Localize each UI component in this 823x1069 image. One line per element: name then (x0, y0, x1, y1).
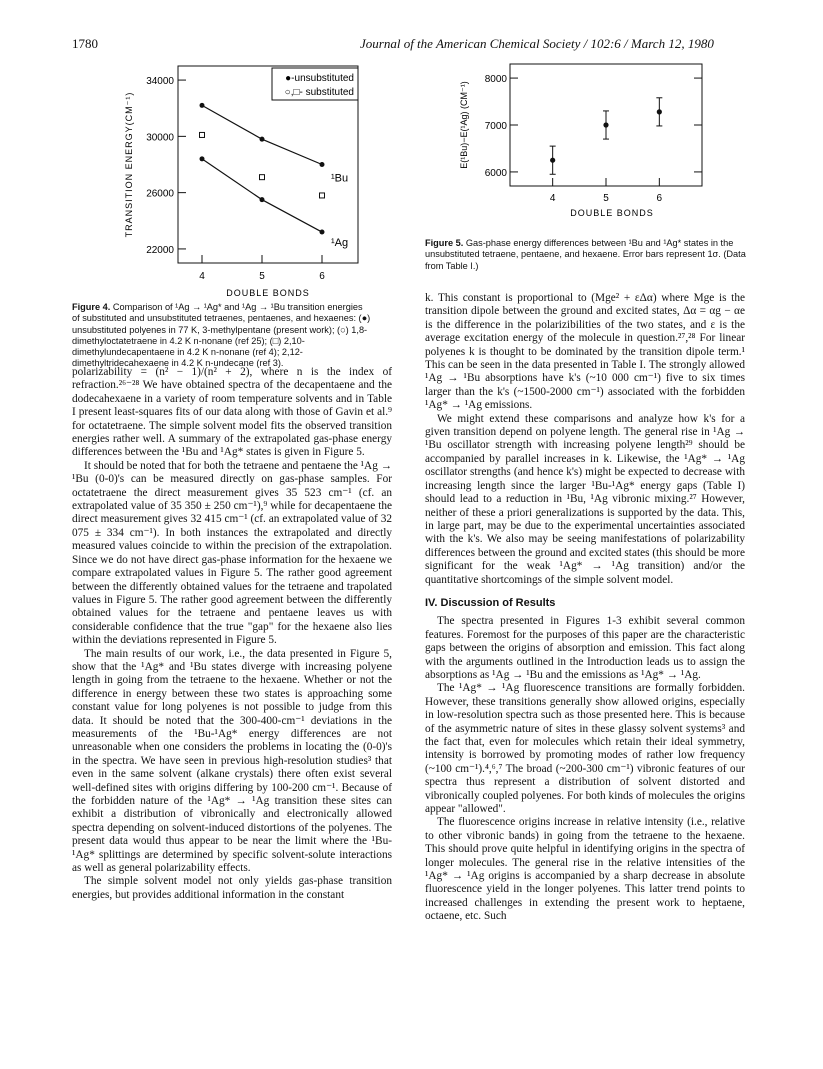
left-column (72, 366, 392, 902)
figure-4-chart (70, 58, 375, 300)
x-axis-label: DOUBLE BONDS (226, 288, 310, 298)
data-point (657, 109, 662, 114)
curve-label-bu: ¹Bu (331, 172, 349, 185)
page-number: 1780 (72, 36, 98, 51)
curve-label-ag: ¹Ag (331, 237, 349, 250)
data-point (260, 197, 265, 202)
data-point (200, 132, 205, 137)
right-paragraph: The fluorescence origins increase in relative intensity (i.e., relative to other vibronic bands) in going from the tetraene to the hexaene. This should prove quite helpful in identifying origins in the spectra of longer molecules. The general rise in the relative intensities of the ¹Ag* → ¹Ag origins is accompanied by a sharp decrease in absolute fluorescence yield in the longer polyenes. This latter trend points to increased challenges in extending the present work to heptaene, octaene, etc. Such (425, 816, 745, 923)
left-paragraph: It should be noted that for both the tetraene and pentaene the ¹Ag → ¹Bu (0-0)'s can be measured directly on gas-phase samples. For octatetraene the direct measurement gives 35 523 cm⁻¹ (cf. an extrapolated value of 35 350 ± 250 cm⁻¹),⁹ while for decapentaene the direct measurement gives 32 415 cm⁻¹ (cf. an extrapolated value of 32 075 ± 334 cm⁻¹). In both instances the extrapolated and directly measured values coincide to within the precision of the extrapolation. Since we do not have direct gas-phase information for the hexaene we compare extrapolated values in Figure 5. The rather good agreement between the differently obtained values for the tetraene and trapolated values in Figure 5. The rather good agreement between the differently obtained values for the tetraene and pentaene leaves us with considerable confidence that the true "gap" for the hexaene also lies within the deviations represented in Figure 5. (72, 459, 392, 647)
data-point (550, 158, 555, 163)
y-tick-label: 6000 (484, 167, 507, 179)
left-paragraph: The main results of our work, i.e., the data presented in Figure 5, show that the ¹Ag* and ¹Bu states diverge with increasing polyene length in going from the tetraene to the hexaene. Whether or not the difference in energy between these two states is approaching some constant value for long polyenes is not possible to judge from this data. It should be noted that the 300-400-cm⁻¹ deviations in the measurements of the ¹Bu-¹Ag* energy differences are not unreasonable when one considers the problems in locating the (0-0)'s in the spectra. We have seen in previous high-resolution studies³ that even in the same solvent (alkane crystals) there often exist several well-defined sites with origins differing by 100-200 cm⁻¹. Because of the forbidden nature of the ¹Ag* → ¹Ag transition these sites can exhibit a distribution of vibronically and electronically allowed spectra depending on solvent-induced distortions of the polyenes. The present data would thus appear to be near the limit where the ¹Bu-¹Ag* splittings are determined by specific solvent-solute interactions as well as general polarizability effects. (72, 647, 392, 875)
data-point (200, 156, 205, 161)
x-axis-label: DOUBLE BONDS (570, 208, 654, 218)
figure-5-svg (432, 58, 732, 236)
y-tick-label: 8000 (484, 74, 507, 86)
figure-5-caption-label: Figure 5. (425, 238, 464, 248)
series-curve (202, 159, 322, 232)
legend-entry: ○,□- substituted (284, 87, 354, 98)
y-tick-label: 7000 (484, 121, 507, 132)
data-point (603, 122, 608, 127)
right-paragraph: We might extend these comparisons and analyze how k's for a given transition depend on polyene length. The general rise in ¹Ag → ¹Bu oscillator strength with increasing polyene length²⁹ should be accompanied by parallel increases in k. Likewise, the ¹Ag* → ¹Ag oscillator strengths (and hence k's) might be expected to decrease with increasing length since the larger ¹Bu-¹Ag* energy gaps (Table I) should lead to a reduction in ¹Bu, ¹Ag vibronic mixing.²⁷ However, neither of these a priori generalizations is supported by the data. This, in large part, may be due to the experimental uncertainties associated with the k's. We also may be seeing manifestations of polarizability differences between the ground and excited states (this should be more significant for the weak ¹Ag* → ¹Ag transition) and/or the quantitative shortcomings of the simple solvent model. (425, 412, 745, 586)
y-tick-label: 26000 (146, 188, 174, 200)
running-head: Journal of the American Chemical Society / 102:6 / March 12, 1980 (360, 36, 714, 51)
figure-4-caption (72, 302, 372, 370)
left-paragraph: The simple solvent model not only yields gas-phase transition energies, but provides additional information in the constant (72, 875, 392, 901)
y-tick-label: 30000 (146, 132, 174, 144)
right-column (425, 292, 745, 924)
right-paragraph: The ¹Ag* → ¹Ag fluorescence transitions are formally forbidden. However, these transitions generally show allowed origins, especially in low-resolution spectra such as those presented here. This is because of the asymmetric nature of sites in these glassy solvent systems³ and the fact that, even for molecules which retain their ideal symmetry, intensity is borrowed by promoting modes of rather low frequency (~100 cm⁻¹).⁴,⁶,⁷ The broad (~200-300 cm⁻¹) vibronic features of our spectra thus represent a distribution of solvent distorted and vibronically coupled polyenes. For both kinds of molecules the origins appear "allowed". (425, 682, 745, 816)
data-point (260, 137, 265, 142)
data-point (200, 103, 205, 108)
data-point (320, 230, 325, 235)
data-point (320, 162, 325, 167)
x-tick-label: 4 (549, 193, 556, 204)
legend-entry: ●-unsubstituted (285, 73, 354, 84)
y-tick-label: 34000 (146, 76, 174, 88)
x-tick-label: 4 (199, 271, 205, 282)
data-point (260, 175, 265, 180)
section-heading: IV. Discussion of Results (425, 596, 556, 609)
figure-5-chart (432, 58, 732, 236)
figure-4-svg (70, 58, 375, 300)
x-tick-label: 5 (259, 271, 265, 282)
x-tick-label: 5 (603, 193, 609, 204)
x-tick-label: 6 (656, 193, 663, 204)
figure-4-caption-text: Comparison of ¹Ag → ¹Ag* and ¹Ag → ¹Bu transition energies of substituted and unsubstituted tetraenes, pentaenes, and hexaenes: (●) unsubstituted polyenes in 77 K, 3-methylpentane (present work); (○) 1,8-dimethyloctatetraene in 4.2 K n-nonane (ref 25); (□) 2,10-dimethylundecapentaene in 4.2 K n-nonane (ref 4); 2,12-dimethyltridecahexaene in 4.2 K n-undecane (ref 3). (72, 302, 371, 369)
figure-5-caption-text: Gas-phase energy differences between ¹Bu and ¹Ag* states in the unsubstituted tetraene, pentaene, and hexaene. Error bars represent 1σ. (Data from Table I.) (425, 238, 746, 271)
series-curve (202, 105, 322, 164)
y-axis-label: E(¹Bu)−E(¹Ag) (CM⁻¹) (459, 81, 469, 169)
y-axis-label: TRANSITION ENERGY(CM⁻¹) (124, 91, 134, 238)
y-tick-label: 22000 (146, 244, 174, 256)
figure-4-caption-label: Figure 4. (72, 302, 111, 312)
right-paragraph: The spectra presented in Figures 1-3 exhibit several common features. Foremost for the purposes of this paper are the characteristic gaps between the origins of absorption and emission. This fact along with the arguments outlined in the Introduction leads us to assign the absorptions as ¹Ag → ¹Bu and the emissions as ¹Ag* → ¹Ag. (425, 615, 745, 681)
figure-5-caption (425, 238, 747, 272)
right-paragraph: k. This constant is proportional to (Mge² + εΔα) where Mge is the transition dipole between the ground and excited states, Δα = αg − αe is the difference in the polarizibilities of the two states, and ε is the average excitation energy of the molecule in question.²⁷,²⁸ For linear polyenes k is thought to be dominated by the transition dipole term.¹ This can be seen in the data presented in Table I. The strongly allowed ¹Ag → ¹Bu absorptions have k's (~10 000 cm⁻¹) five to six times larger than the k's (~1500-2000 cm⁻¹) associated with the forbidden ¹Ag* → ¹Ag emissions. (425, 292, 745, 412)
x-tick-label: 6 (319, 271, 325, 282)
data-point (320, 193, 325, 198)
left-paragraph: polarizability = (n² − 1)/(n² + 2), where n is the index of refraction.²⁶⁻²⁸ We have obtained spectra of the decapentaene and the dodecahexaene in a variety of room temperature solvents and in Table I present least-squares fits of our data along with those of Gavin et al.⁹ for octatetraene. The simple solvent model fits the observed transition energies rather well. A summary of the extrapolated gas-phase energy differences between the ¹Bu and ¹Ag* states is given in Figure 5. (72, 366, 392, 459)
